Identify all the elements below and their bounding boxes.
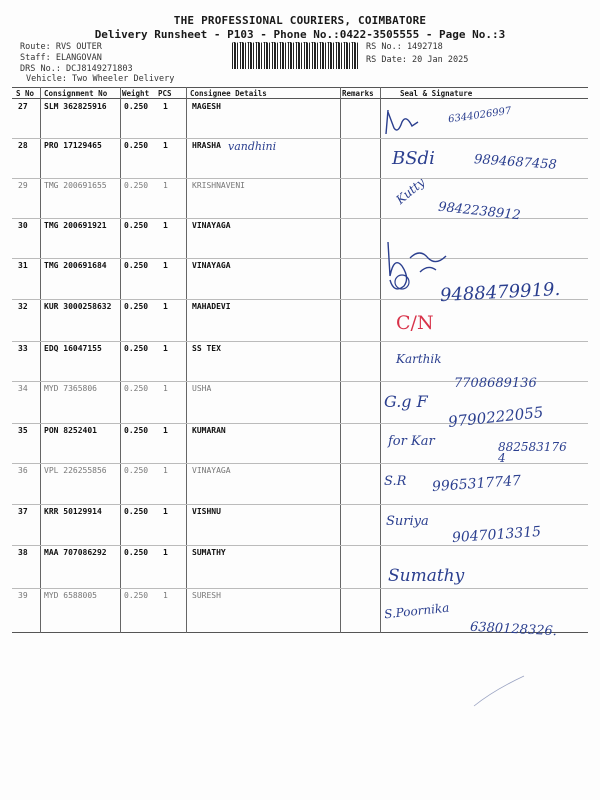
route-label: Route: RVS OUTER: [20, 42, 102, 52]
cell-consignee: VISHNU: [192, 507, 221, 516]
cell-weight: 0.250: [124, 591, 149, 600]
rs-number: RS No.: 1492718: [366, 42, 443, 52]
cell-weight: 0.250: [124, 302, 149, 311]
cell-weight: 0.250: [124, 548, 149, 557]
cell-pcs: 1: [163, 181, 168, 190]
barcode: [232, 42, 358, 69]
page-subtitle: Delivery Runsheet - P103 - Phone No.:0422-3505555 - Page No.:3: [94, 28, 506, 41]
rs-date: RS Date: 20 Jan 2025: [366, 55, 469, 65]
row-divider: [12, 341, 588, 342]
column-divider: [186, 87, 187, 633]
cell-weight: 0.250: [124, 344, 149, 353]
cell-sno: 34: [18, 384, 28, 393]
staff-label: Staff: ELANGOVAN: [20, 53, 102, 63]
cell-consignment-no: MYD 6588005: [44, 591, 97, 600]
cell-weight: 0.250: [124, 141, 149, 150]
cell-consignee: MAHADEVI: [192, 302, 231, 311]
cell-consignee: HRASHA: [192, 141, 221, 150]
page-title: THE PROFESSIONAL COURIERS, COIMBATORE: [173, 14, 427, 27]
handwritten-phone: 9894687458: [473, 152, 558, 173]
signature-30: Kutty: [393, 175, 428, 207]
cell-consignment-no: MAA 707086292: [44, 548, 107, 557]
cell-consignee: MAGESH: [192, 102, 221, 111]
cell-sno: 33: [18, 344, 28, 353]
handwritten-phone: 9790222055: [447, 403, 545, 431]
cell-consignee: VINAYAGA: [192, 466, 231, 475]
cell-pcs: 1: [163, 261, 168, 270]
cell-sno: 28: [18, 141, 28, 150]
cell-consignee: KUMARAN: [192, 426, 226, 435]
handwritten-phone: 9965317747: [431, 472, 522, 496]
row-divider: [12, 504, 588, 505]
cell-weight: 0.250: [124, 384, 149, 393]
handwritten-cn-note: C/N: [396, 312, 434, 334]
vehicle-label: Vehicle: Two Wheeler Delivery: [26, 74, 175, 84]
row-divider: [12, 588, 588, 589]
cell-weight: 0.250: [124, 466, 149, 475]
column-header-remarks: Remarks: [342, 89, 374, 98]
row-divider: [12, 178, 588, 179]
column-header-consignee: Consignee Details: [190, 89, 267, 98]
signature-39: S.Poornika: [383, 600, 450, 622]
cell-pcs: 1: [163, 507, 168, 516]
drs-number: DRS No.: DCJ8149271803: [20, 64, 133, 74]
cell-sno: 37: [18, 507, 28, 516]
signature-28: BSdi: [392, 148, 435, 169]
cell-pcs: 1: [163, 384, 168, 393]
handwritten-phone: 9047013315: [451, 523, 542, 547]
cell-consignment-no: KRR 50129914: [44, 507, 102, 516]
handwritten-name: vandhini: [228, 140, 277, 153]
signature-36: S.R: [384, 474, 407, 489]
cell-sno: 36: [18, 466, 28, 475]
handwritten-phone: 9842238912: [437, 199, 522, 224]
cell-consignment-no: EDQ 16047155: [44, 344, 102, 353]
cell-sno: 32: [18, 302, 28, 311]
cell-pcs: 1: [163, 302, 168, 311]
cell-weight: 0.250: [124, 261, 149, 270]
cell-weight: 0.250: [124, 426, 149, 435]
column-divider: [340, 87, 341, 633]
cell-consignment-no: TMG 200691921: [44, 221, 107, 230]
cell-sno: 31: [18, 261, 28, 270]
cell-pcs: 1: [163, 426, 168, 435]
cell-consignment-no: KUR 3000258632: [44, 302, 112, 311]
cell-weight: 0.250: [124, 102, 149, 111]
table-header-rule: [12, 98, 588, 99]
cell-weight: 0.250: [124, 181, 149, 190]
column-header-sno: S No: [16, 89, 35, 98]
cell-consignment-no: PRO 17129465: [44, 141, 102, 150]
cell-consignee: SURESH: [192, 591, 221, 600]
cell-pcs: 1: [163, 344, 168, 353]
cell-weight: 0.250: [124, 221, 149, 230]
stray-pen-mark: [470, 670, 530, 710]
handwritten-phone: 9488479919.: [439, 278, 561, 307]
signature-34: G.g F: [384, 392, 428, 411]
column-divider: [380, 87, 381, 633]
signature-37: Suriya: [386, 514, 429, 529]
cell-consignment-no: TMG 200691655: [44, 181, 107, 190]
column-divider: [120, 87, 121, 633]
table-top-rule: [12, 87, 588, 88]
cell-pcs: 1: [163, 591, 168, 600]
signature-35: for Kar: [388, 434, 435, 449]
cell-sno: 38: [18, 548, 28, 557]
cell-consignee: KRISHNAVENI: [192, 181, 245, 190]
row-divider: [12, 138, 588, 139]
cell-consignment-no: TMG 200691684: [44, 261, 107, 270]
cell-sno: 27: [18, 102, 28, 111]
cell-consignment-no: MYD 7365806: [44, 384, 97, 393]
cell-sno: 35: [18, 426, 28, 435]
cell-consignee: SUMATHY: [192, 548, 226, 557]
cell-sno: 39: [18, 591, 28, 600]
cell-consignment-no: SLM 362825916: [44, 102, 107, 111]
handwritten-phone: 6344026997: [447, 105, 513, 126]
cell-pcs: 1: [163, 466, 168, 475]
handwritten-phone: 7708689136: [454, 376, 537, 391]
signature-38: Sumathy: [388, 566, 465, 586]
column-divider: [40, 87, 41, 633]
cell-consignee: SS TEX: [192, 344, 221, 353]
cell-consignee: USHA: [192, 384, 212, 393]
column-header-pcs: PCS: [158, 89, 172, 98]
handwritten-phone: 8825831764: [498, 440, 567, 465]
cell-pcs: 1: [163, 548, 168, 557]
cell-consignee: VINAYAGA: [192, 221, 231, 230]
cell-sno: 29: [18, 181, 28, 190]
signature-33: Karthik: [396, 352, 442, 366]
cell-consignment-no: PON 8252401: [44, 426, 97, 435]
cell-pcs: 1: [163, 102, 168, 111]
column-header-consignment: Consignment No: [44, 89, 108, 98]
signature-27: [382, 100, 462, 140]
column-header-weight: Weight: [122, 89, 150, 98]
handwritten-phone: 6380128326.: [469, 619, 558, 640]
cell-pcs: 1: [163, 141, 168, 150]
signature-30-31: [380, 236, 480, 296]
cell-consignee: VINAYAGA: [192, 261, 231, 270]
cell-weight: 0.250: [124, 507, 149, 516]
row-divider: [12, 258, 588, 259]
cell-sno: 30: [18, 221, 28, 230]
cell-consignment-no: VPL 226255856: [44, 466, 107, 475]
row-divider: [12, 545, 588, 546]
column-header-signature: Seal & Signature: [400, 89, 473, 98]
cell-pcs: 1: [163, 221, 168, 230]
